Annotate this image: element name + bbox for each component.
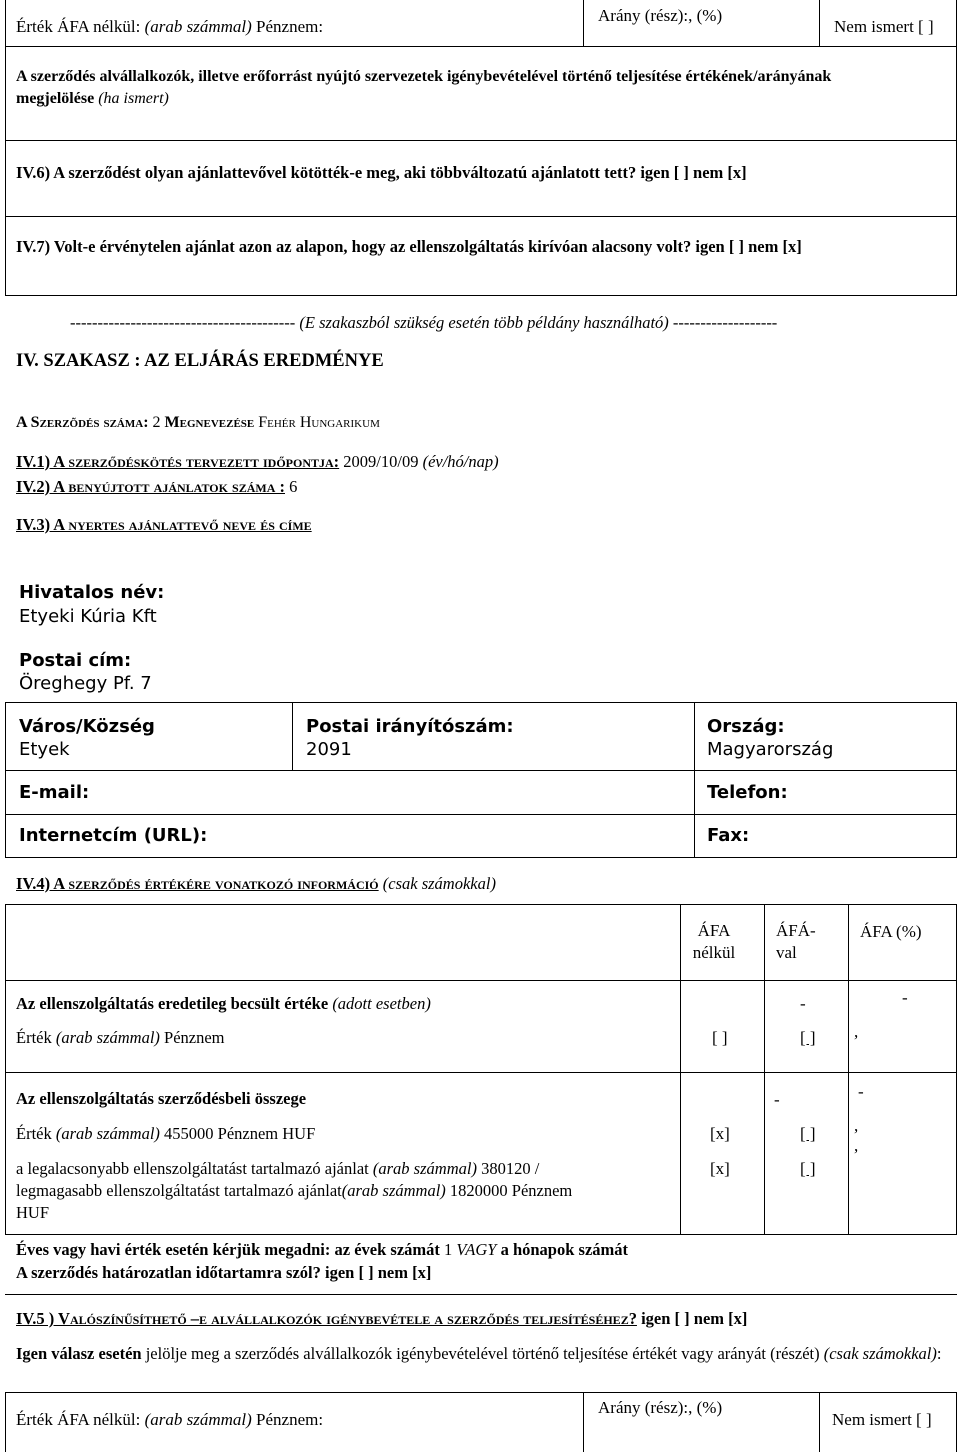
top-unknown-label[interactable]: Nem ismert [ ] — [834, 17, 934, 36]
bottom-row-top — [5, 1392, 957, 1393]
top-divider-2 — [5, 140, 957, 141]
contract-name-label: Megnevezése — [164, 414, 255, 431]
iv1-label: IV.1) A szerződéskötés tervezett időpontja: — [16, 452, 340, 471]
address-grid-mid-1 — [5, 770, 957, 771]
separator-text: (E szakaszból szükség esetén több példány használható) — [299, 313, 669, 332]
top-divider-3 — [5, 216, 957, 217]
highest-text: legmagasabb ellenszolgáltatást tartalmazó ajánlat — [16, 1181, 342, 1200]
total-without-checkbox[interactable]: [x] — [710, 1124, 730, 1143]
postal-address-label: Postai cím: — [19, 650, 132, 671]
section-separator — [70, 313, 777, 333]
address-grid-mid-2 — [5, 814, 957, 815]
estimated-value-row — [16, 1028, 225, 1048]
iv5-yes-colon: : — [936, 1344, 942, 1363]
estimated-with-checkbox[interactable]: [ ] — [800, 1028, 816, 1047]
top-col-divider-1 — [583, 0, 584, 46]
months-label: a hónapok számát — [500, 1240, 629, 1259]
top-value-label: Érték ÁFA nélkül: — [16, 17, 141, 36]
value-table-bottom — [5, 1234, 957, 1235]
address-grid-bottom — [5, 857, 957, 858]
col-vat-pct-header: ÁFA (%) — [860, 922, 922, 941]
address-grid-col-2 — [694, 702, 695, 857]
indefinite-label: A szerződés határozatlan időtartamra szól? — [16, 1263, 321, 1282]
lowest-value: 380120 / — [481, 1159, 540, 1178]
estimated-dash-with: - — [800, 994, 806, 1013]
highest-currency: HUF — [16, 1203, 50, 1222]
iv7-answer[interactable]: igen [ ] nem [x] — [695, 237, 802, 256]
top-value-hint: (arab számmal) — [144, 17, 252, 36]
iv5-top-rule — [5, 1294, 957, 1295]
iv2-row — [16, 477, 297, 497]
total-dash-with: - — [774, 1090, 780, 1109]
iv5-label: IV.5 ) Valószínűsíthető –e alvállalkozók igénybevétele a szerződés teljesítéséhez? — [16, 1309, 637, 1328]
value-table-right — [956, 904, 957, 1234]
lowest-hint: (arab számmal) — [372, 1159, 477, 1178]
iv5-yes-text — [16, 1342, 946, 1365]
iv5-yes-body: jelölje meg a szerződés alvállalkozók igénybevételével történő teljesítése értékét vagy arányát (részét) — [145, 1344, 820, 1363]
city-value: Etyek — [19, 739, 70, 760]
section-title: IV. SZAKASZ : AZ ELJÁRÁS EREDMÉNYE — [16, 351, 384, 371]
iv7-row — [16, 237, 802, 257]
total-value: 455000 Pénznem HUF — [164, 1124, 316, 1143]
indefinite-row — [16, 1263, 431, 1283]
iv6-answer[interactable]: igen [ ] nem [x] — [640, 163, 747, 182]
col-without-vat-line-2: nélkül — [692, 943, 736, 962]
postal-address-value: Öreghegy Pf. 7 — [19, 673, 152, 694]
email-label: E-mail: — [19, 782, 90, 803]
iv5-yes-hint: (csak számokkal) — [823, 1344, 937, 1363]
estimated-dash-pct: - — [902, 988, 908, 1007]
offer-range-text — [16, 1158, 666, 1224]
bottom-row-right — [956, 1392, 957, 1452]
range-with-checkbox[interactable]: [ ] — [800, 1159, 816, 1178]
years-row — [16, 1240, 628, 1260]
subcontract-text — [16, 66, 836, 110]
indefinite-answer[interactable]: igen [ ] nem [x] — [325, 1263, 432, 1282]
estimated-heading — [16, 994, 431, 1014]
contract-number: 2 — [152, 414, 161, 431]
iv5-answer[interactable]: igen [ ] nem [x] — [641, 1309, 748, 1328]
value-table-row-2 — [5, 1072, 957, 1073]
bottom-currency-label: Pénznem: — [256, 1410, 324, 1429]
city-label: Város/Község — [19, 716, 155, 737]
top-divider-1 — [5, 46, 957, 47]
address-grid-top — [5, 702, 957, 703]
bottom-col-divider-2 — [819, 1392, 820, 1452]
estimated-label: Az ellenszolgáltatás eredetileg becsült értéke — [16, 994, 329, 1013]
years-value: 1 — [444, 1240, 453, 1259]
value-table-top — [5, 904, 957, 905]
col-without-vat-header — [690, 920, 738, 964]
iv1-row — [16, 452, 499, 472]
iv5-row — [16, 1309, 747, 1329]
value-table-col-2 — [764, 904, 765, 1234]
contract-row — [16, 414, 380, 432]
iv4-heading — [16, 874, 496, 894]
highest-hint: (arab számmal) — [341, 1181, 446, 1200]
url-label: Internetcím (URL): — [19, 825, 208, 846]
separator-dashes-left: ----------------------------------------- — [70, 313, 296, 332]
iv5-yes-label: Igen válasz esetén — [16, 1344, 142, 1363]
value-table-left — [5, 904, 6, 1234]
bottom-value-row — [16, 1410, 323, 1430]
bottom-row-left — [5, 1392, 6, 1452]
years-label: Éves vagy havi érték esetén kérjük megadni: az évek számát — [16, 1240, 440, 1259]
col-with-vat-header — [776, 920, 816, 964]
contract-number-label: A Szerzõdés száma: — [16, 414, 149, 431]
iv4-hint: (csak számokkal) — [382, 874, 496, 893]
iv2-label: IV.2) A benyújtott ajánlatok száma : — [16, 477, 285, 496]
col-without-vat-line-1: ÁFA — [697, 921, 731, 940]
bottom-unknown-label[interactable]: Nem ismert [ ] — [832, 1410, 932, 1429]
estimated-value-hint: (arab számmal) — [55, 1028, 160, 1047]
bottom-ratio-label: Arány (rész):, (%) — [598, 1398, 723, 1417]
value-table-row-1 — [5, 980, 957, 981]
official-name-value: Etyeki Kúria Kft — [19, 606, 157, 627]
estimated-hint: (adott esetben) — [332, 994, 431, 1013]
total-value-row — [16, 1124, 315, 1144]
contract-name: Fehér Hungarikum — [258, 414, 380, 431]
estimated-value-label: Érték — [16, 1028, 52, 1047]
iv1-value: 2009/10/09 — [343, 452, 419, 471]
top-ratio-label: Arány (rész):, (%) — [598, 6, 723, 25]
iv6-question: IV.6) A szerződést olyan ajánlattevővel kötötték-e meg, aki többváltozatú ajánlatott tett? — [16, 163, 637, 182]
total-value-hint: (arab számmal) — [55, 1124, 160, 1143]
estimated-currency: Pénznem — [164, 1028, 225, 1047]
total-heading: Az ellenszolgáltatás szerződésbeli összege — [16, 1089, 307, 1108]
top-currency-label: Pénznem: — [256, 17, 324, 36]
value-table-col-1 — [680, 904, 681, 1234]
col-with-vat-line-2: val — [776, 943, 797, 962]
total-comma-1: , — [854, 1116, 859, 1135]
highest-offer-line — [16, 1180, 666, 1202]
bottom-value-label: Érték ÁFA nélkül: — [16, 1410, 141, 1429]
fax-label: Fax: — [707, 825, 750, 846]
zip-label: Postai irányítószám: — [306, 716, 514, 737]
iv2-value: 6 — [289, 477, 298, 496]
col-with-vat-line-1: ÁFÁ- — [776, 921, 816, 940]
iv7-question: IV.7) Volt-e érvénytelen ajánlat azon az alapon, hogy az ellenszolgáltatás kirívóan alacsony volt? — [16, 237, 692, 256]
subcontract-hint: (ha ismert) — [98, 90, 169, 107]
official-name-label: Hivatalos név: — [19, 582, 165, 603]
separator-dashes-right: ------------------- — [672, 313, 778, 332]
iv4-label: IV.4) A szerződés értékére vonatkozó információ — [16, 874, 379, 893]
highest-value: 1820000 Pénznem — [449, 1181, 573, 1200]
range-without-checkbox[interactable]: [x] — [710, 1159, 730, 1178]
or-label: VAGY — [456, 1240, 497, 1259]
value-table-col-3 — [848, 904, 849, 1234]
address-grid-left — [5, 702, 6, 857]
bottom-value-hint: (arab számmal) — [144, 1410, 252, 1429]
estimated-without-checkbox[interactable]: [ ] — [712, 1028, 728, 1047]
lowest-text: a legalacsonyabb ellenszolgáltatást tartalmazó ajánlat — [16, 1159, 369, 1178]
zip-value: 2091 — [306, 739, 352, 760]
iv1-hint: (év/hó/nap) — [422, 452, 499, 471]
bottom-col-divider-1 — [583, 1392, 584, 1452]
iv6-row — [16, 163, 747, 183]
total-comma-2: , — [854, 1136, 859, 1155]
country-value: Magyarország — [707, 739, 834, 760]
lowest-offer-line — [16, 1158, 666, 1180]
top-col-divider-2 — [819, 0, 820, 46]
total-dash-pct: - — [858, 1082, 864, 1101]
top-value-row — [16, 17, 323, 37]
address-grid-col-1 — [292, 702, 293, 770]
address-grid-right — [956, 702, 957, 857]
country-label: Ország: — [707, 716, 785, 737]
estimated-comma: , — [854, 1022, 859, 1041]
total-value-label: Érték — [16, 1124, 52, 1143]
subcontract-label: A szerződés alvállalkozók, illetve erőforrást nyújtó szervezetek igénybevételével történő teljesítése értékének/arányának megjelölése — [16, 68, 832, 107]
total-with-checkbox[interactable]: [ ] — [800, 1124, 816, 1143]
iv3-label: IV.3) A nyertes ajánlattevő neve és címe — [16, 515, 312, 534]
phone-label: Telefon: — [707, 782, 788, 803]
